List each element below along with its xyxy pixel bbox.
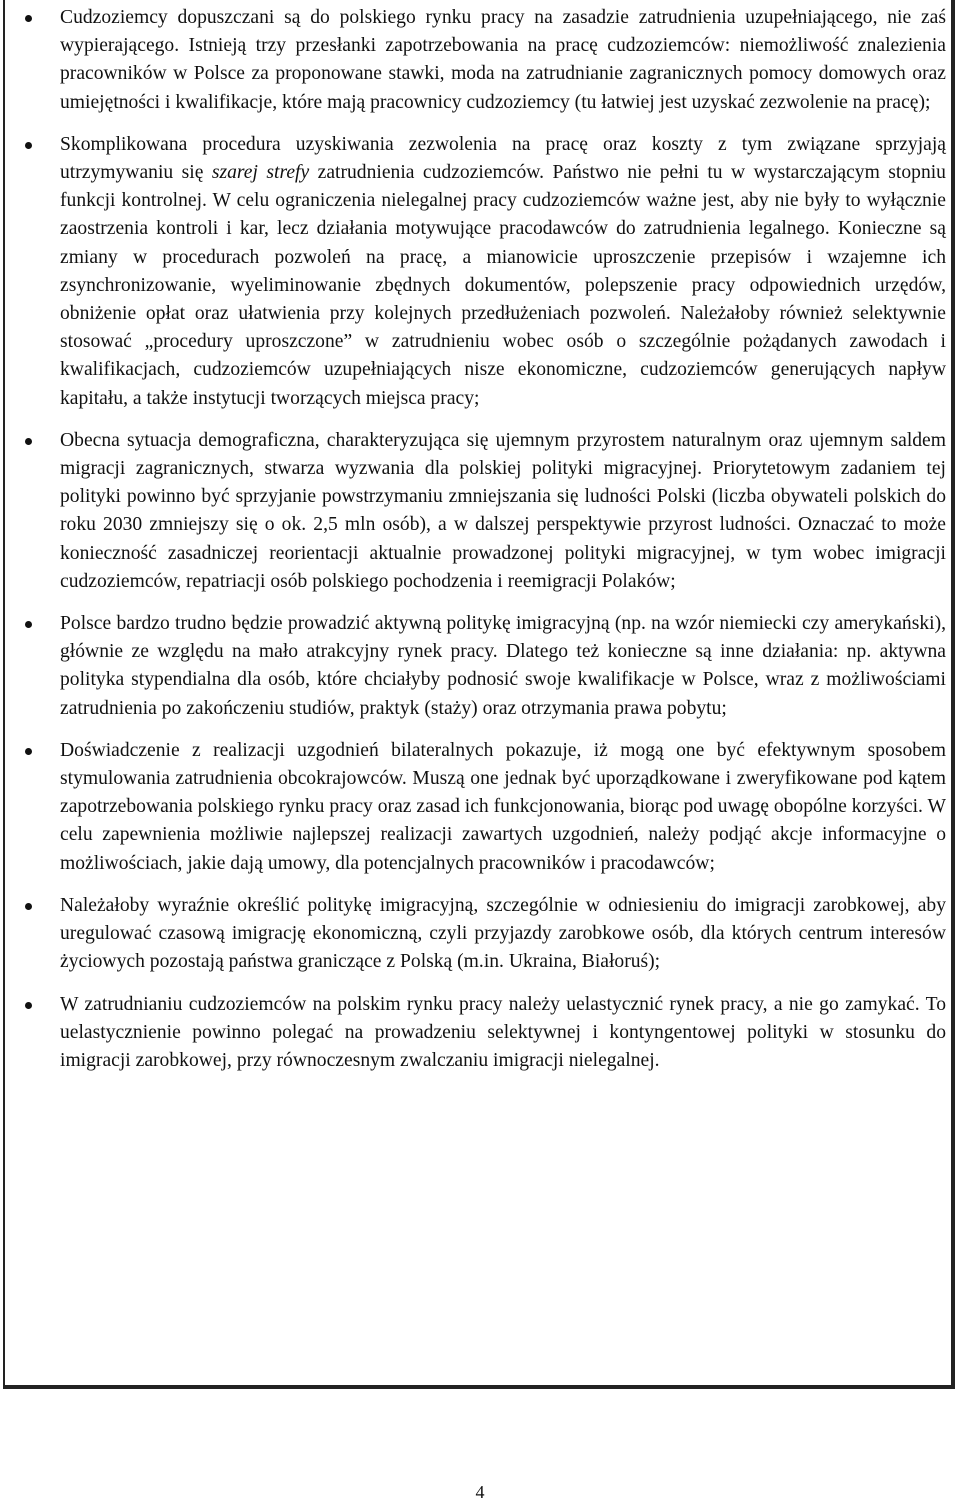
list-item: [0, 427, 960, 596]
list-item-text: W zatrudnianiu cudzoziemców na polskim rynku pracy należy uelastycznić rynek pracy, a nie go zamykać. To uelastycznienie powinno polegać na prowadzeniu selektywnej i kontyngentowej polityki w stosunku do imigracji zarobkowej, przy równoczesnym zwalczaniu imigracji nielegalnej.: [60, 993, 946, 1071]
bullet-icon: [25, 748, 32, 755]
list-item-text: Doświadczenie z realizacji uzgodnień bilateralnych pokazuje, iż mogą one być efektywnym sposobem stymulowania zatrudnienia obcokrajowców. Muszą one jednak być uporządkowane i zweryfikowane pod kątem zapotrzebowania polskiego rynku pracy oraz zasad ich funkcjonowania, biorąc pod uwagę obopólne korzyści. W celu zapewnienia możliwie najlepszej realizacji zawartych uzgodnień, należy podjąć akcje informacyjne o możliwościach, jakie dają umowy, dla potencjalnych pracowników i pracodawców;: [60, 739, 946, 874]
list-item-text: Należałoby wyraźnie określić politykę imigracyjną, szczególnie w odniesieniu do imigracji zarobkowej, aby uregulować czasową imigrację ekonomiczną, czyli przyjazdy zarobkowe osób, dla których centrum interesów życiowych pozostają państwa graniczące z Polską (m.in. Ukraina, Białoruś);: [60, 894, 946, 973]
bullet-icon: [25, 438, 32, 445]
bullet-list: [0, 4, 960, 1089]
text-segment: zatrudnienia cudzoziemców. Państwo nie pełni tu w wystarczającym stopniu funkcji kontrolnej. W celu ograniczenia nielegalnej pracy cudzoziemców ważne jest, aby nie były to wyłącznie zaostrzenia kontroli i kar, lecz działania motywujące pracodawców do zatrudnienia legalnego. Konieczne są zmiany w procedurach pozwoleń na pracę, a mianowicie uproszczenie przepisów i wzajemne ich zsynchronizowanie, wyeliminowanie zbędnych dokumentów, polepszenie pracy odpowiednich urzędów, obniżenie opłat oraz ułatwienia przy kolejnych przedłużeniach pozwoleń. Należałoby również selektywnie stosować „procedury uproszczone” w zatrudnieniu wobec osób o szczególnie pożądanych zawodach i kwalifikacjach, cudzoziemców uzupełniających nisze ekonomiczne, cudzoziemców generujących napływ kapitału, a także instytucji tworzących miejsca pracy;: [60, 162, 946, 409]
bullet-icon: [25, 1002, 32, 1009]
page-number: 4: [475, 1482, 485, 1502]
list-item: [0, 991, 960, 1076]
bullet-icon: [25, 903, 32, 910]
bullet-icon: [25, 621, 32, 628]
bullet-icon: [25, 142, 32, 149]
list-item-text: Cudzoziemcy dopuszczani są do polskiego rynku pracy na zasadzie zatrudnienia uzupełniającego, nie zaś wypierającego. Istnieją trzy przesłanki zapotrzebowania na pracę cudzoziemców: niemożliwość znalezienia pracowników w Polsce za proponowane stawki, moda na zatrudnianie zagranicznych pomocy domowych oraz umiejętności i kwalifikacje, które mają pracownicy cudzoziemcy (tu łatwiej jest uzyskać zezwolenie na pracę);: [60, 7, 946, 113]
text-segment: Skomplikowana procedura uzyskiwania zezwolenia na pracę oraz koszty z tym związane sprzyjają utrzymywaniu się: [60, 133, 946, 184]
bullet-icon: [25, 15, 32, 22]
italic-term: szarej strefy: [211, 162, 310, 184]
list-item: [0, 892, 960, 977]
list-item-text: [60, 134, 946, 409]
list-item: [0, 131, 960, 413]
list-item: [0, 737, 960, 878]
list-item-text: Obecna sytuacja demograficzna, charakteryzująca się ujemnym przyrostem naturalnym oraz ujemnym saldem migracji zagranicznych, stwarza wyzwania dla polskiej polityki migracyjnej. Priorytetowym zadaniem tej polityki powinno być sprzyjanie powstrzymaniu zmniejszania się ludności Polski (liczba obywateli polskich do roku 2030 zmniejszy się o ok. 2,5 mln osób), a w dalszej perspektywie przyrost ludności. Oznaczać to może konieczność zasadniczej reorientacji aktualnie prowadzonej polityki migracyjnej, w tym wobec imigracji cudzoziemców, repatriacji osób polskiego pochodzenia i reemigracji Polaków;: [60, 429, 946, 592]
list-item: [0, 4, 960, 117]
list-item-text: Polsce bardzo trudno będzie prowadzić aktywną politykę imigracyjną (np. na wzór niemiecki czy amerykański), głównie ze względu na mało atrakcyjny rynek pracy. Dlatego też konieczne są inne działania: np. aktywna polityka stypendialna dla osób, które chciałyby podnosić swoje kwalifikacje w Polsce, wraz z możliwościami zatrudnienia po zakończeniu studiów, praktyk (staży) oraz otrzymania prawa pobytu;: [60, 613, 946, 719]
list-item: [0, 610, 960, 723]
